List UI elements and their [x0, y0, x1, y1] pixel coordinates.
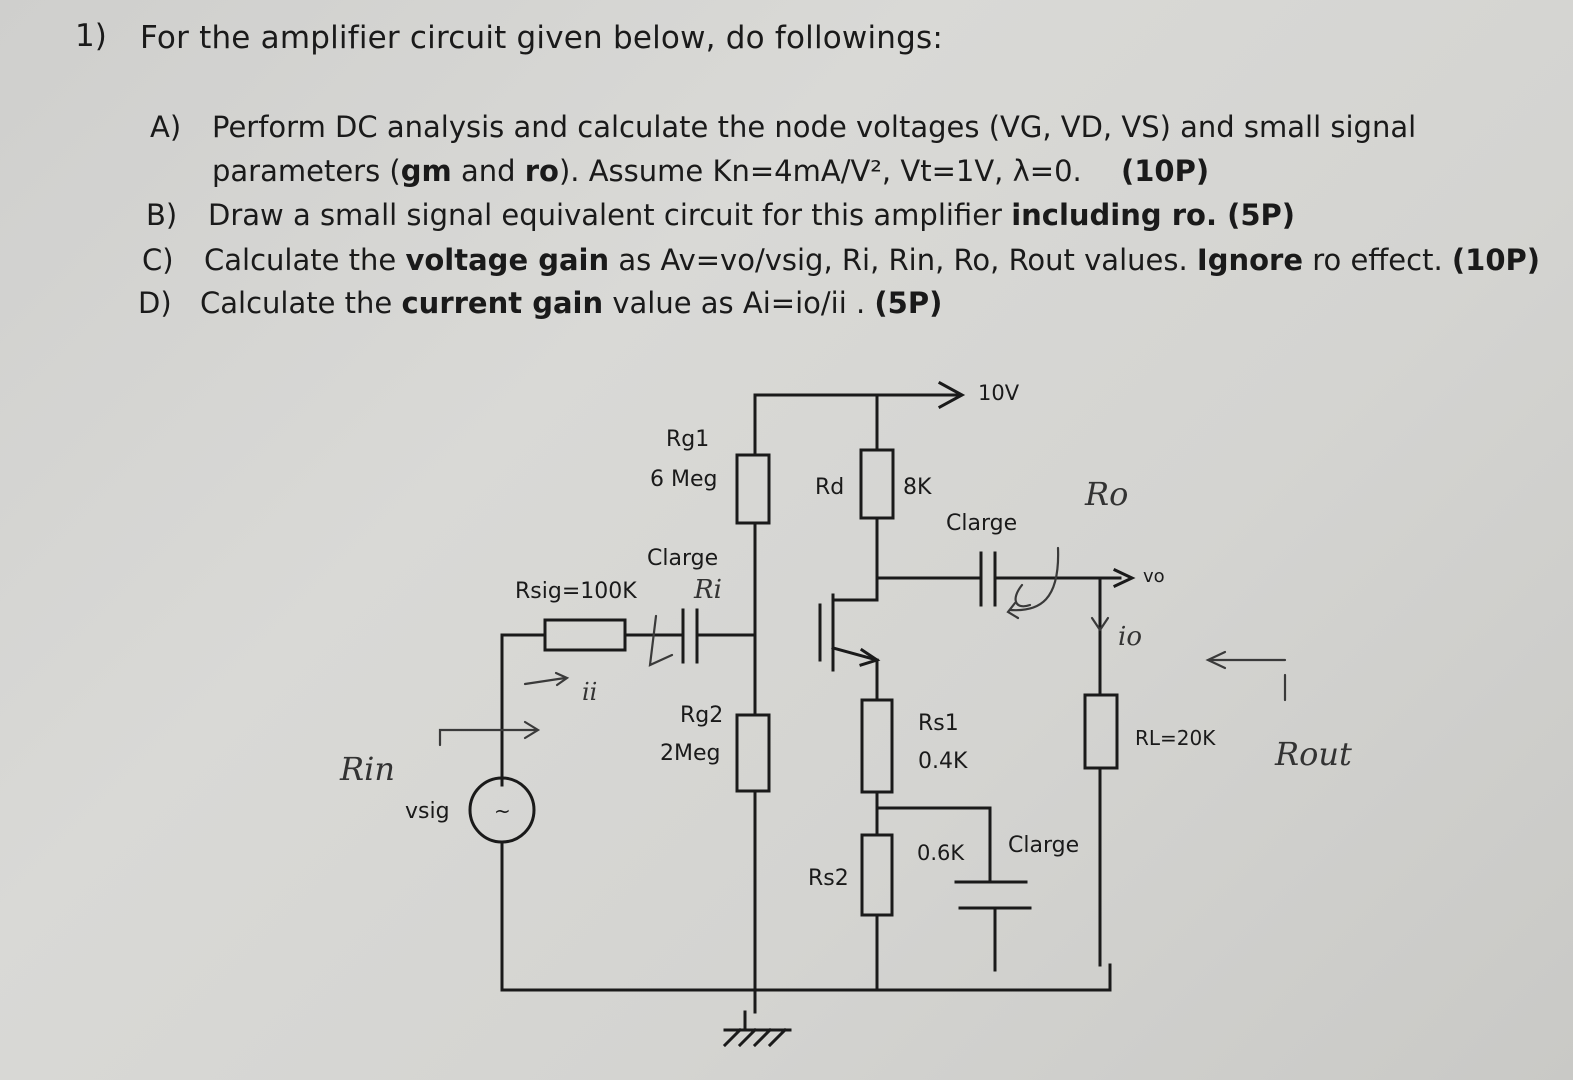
- hand-ri: Ri: [694, 575, 722, 605]
- part-c-text-3: as Av=vo/vsig, Ri, Rin, Ro, Rout values.: [609, 243, 1197, 277]
- rg1-name: Rg1: [666, 427, 710, 452]
- rg2-resistor: [737, 715, 769, 791]
- rg2-value: 2Meg: [660, 741, 721, 766]
- c-in-label: Clarge: [647, 546, 719, 571]
- part-d-text-3: value as Ai=io/ii .: [603, 286, 875, 320]
- rs1-value: 0.4K: [918, 749, 968, 774]
- rd-value: 8K: [903, 475, 932, 500]
- vsig-label: vsig: [405, 799, 450, 824]
- rsig-resistor: [545, 620, 625, 650]
- rg2-name: Rg2: [680, 703, 724, 728]
- rg1-resistor: [737, 455, 769, 523]
- rl-label: RL=20K: [1135, 726, 1216, 750]
- rs1-name: Rs1: [918, 711, 959, 736]
- source-symbol: ~: [494, 799, 511, 823]
- rd-resistor: [861, 450, 893, 518]
- question-title: For the amplifier circuit given below, do followings:: [140, 20, 944, 56]
- part-d-current-gain: current gain: [401, 286, 604, 320]
- part-c-points: (10P): [1451, 243, 1541, 277]
- hand-io: io: [1118, 622, 1142, 652]
- hand-rin: Rin: [340, 750, 395, 788]
- vo-label: vo: [1143, 566, 1165, 587]
- hand-rout: Rout: [1275, 735, 1352, 773]
- part-a-points: (10P): [1120, 154, 1210, 188]
- vdd-label: 10V: [978, 381, 1020, 405]
- rsig-label: Rsig=100K: [515, 579, 637, 604]
- part-a-ro: ro: [524, 154, 559, 188]
- rs2-value: 0.6K: [917, 841, 965, 865]
- rd-name: Rd: [815, 475, 845, 500]
- rs1-resistor: [862, 700, 892, 792]
- part-c-voltage-gain: voltage gain: [405, 243, 610, 277]
- part-b-bold: including ro.: [1011, 198, 1217, 232]
- rg1-value: 6 Meg: [650, 467, 718, 492]
- part-b-text: Draw a small signal equivalent circuit for this amplifier: [208, 198, 1012, 232]
- ground-rail: [502, 965, 1110, 990]
- part-a-text-6: ). Assume Kn=4mA/V², Vt=1V, λ=0.: [558, 154, 1082, 188]
- part-a-gm: gm: [400, 154, 452, 188]
- rl-resistor: [1085, 695, 1117, 768]
- part-d-text-1: Calculate the: [200, 286, 402, 320]
- part-a-text: Perform DC analysis and calculate the node voltages (VG, VD, VS) and small signal: [212, 110, 1417, 144]
- part-c-text-5: ro effect.: [1303, 243, 1452, 277]
- part-b-label: B): [146, 198, 178, 232]
- ri-arrow: [650, 616, 672, 665]
- part-d-points: (5P): [874, 286, 943, 320]
- part-a-text-2: parameters (: [212, 154, 401, 188]
- c-out-label: Clarge: [946, 511, 1018, 536]
- rs2-name: Rs2: [808, 866, 849, 891]
- part-a-text-4: and: [451, 154, 525, 188]
- c-bypass-label: Clarge: [1008, 833, 1080, 858]
- part-c-ignore: Ignore: [1196, 243, 1303, 277]
- part-d-label: D): [138, 286, 172, 320]
- hand-ro: Ro: [1085, 475, 1129, 513]
- part-b-points: (5P): [1217, 198, 1296, 232]
- rs2-resistor: [862, 835, 892, 915]
- hand-ii: ii: [582, 678, 598, 706]
- rin-arrow: [440, 730, 535, 745]
- part-c-text-1: Calculate the: [204, 243, 406, 277]
- part-a-label: A): [150, 110, 182, 144]
- question-number: 1): [75, 18, 107, 54]
- part-c-label: C): [142, 243, 174, 277]
